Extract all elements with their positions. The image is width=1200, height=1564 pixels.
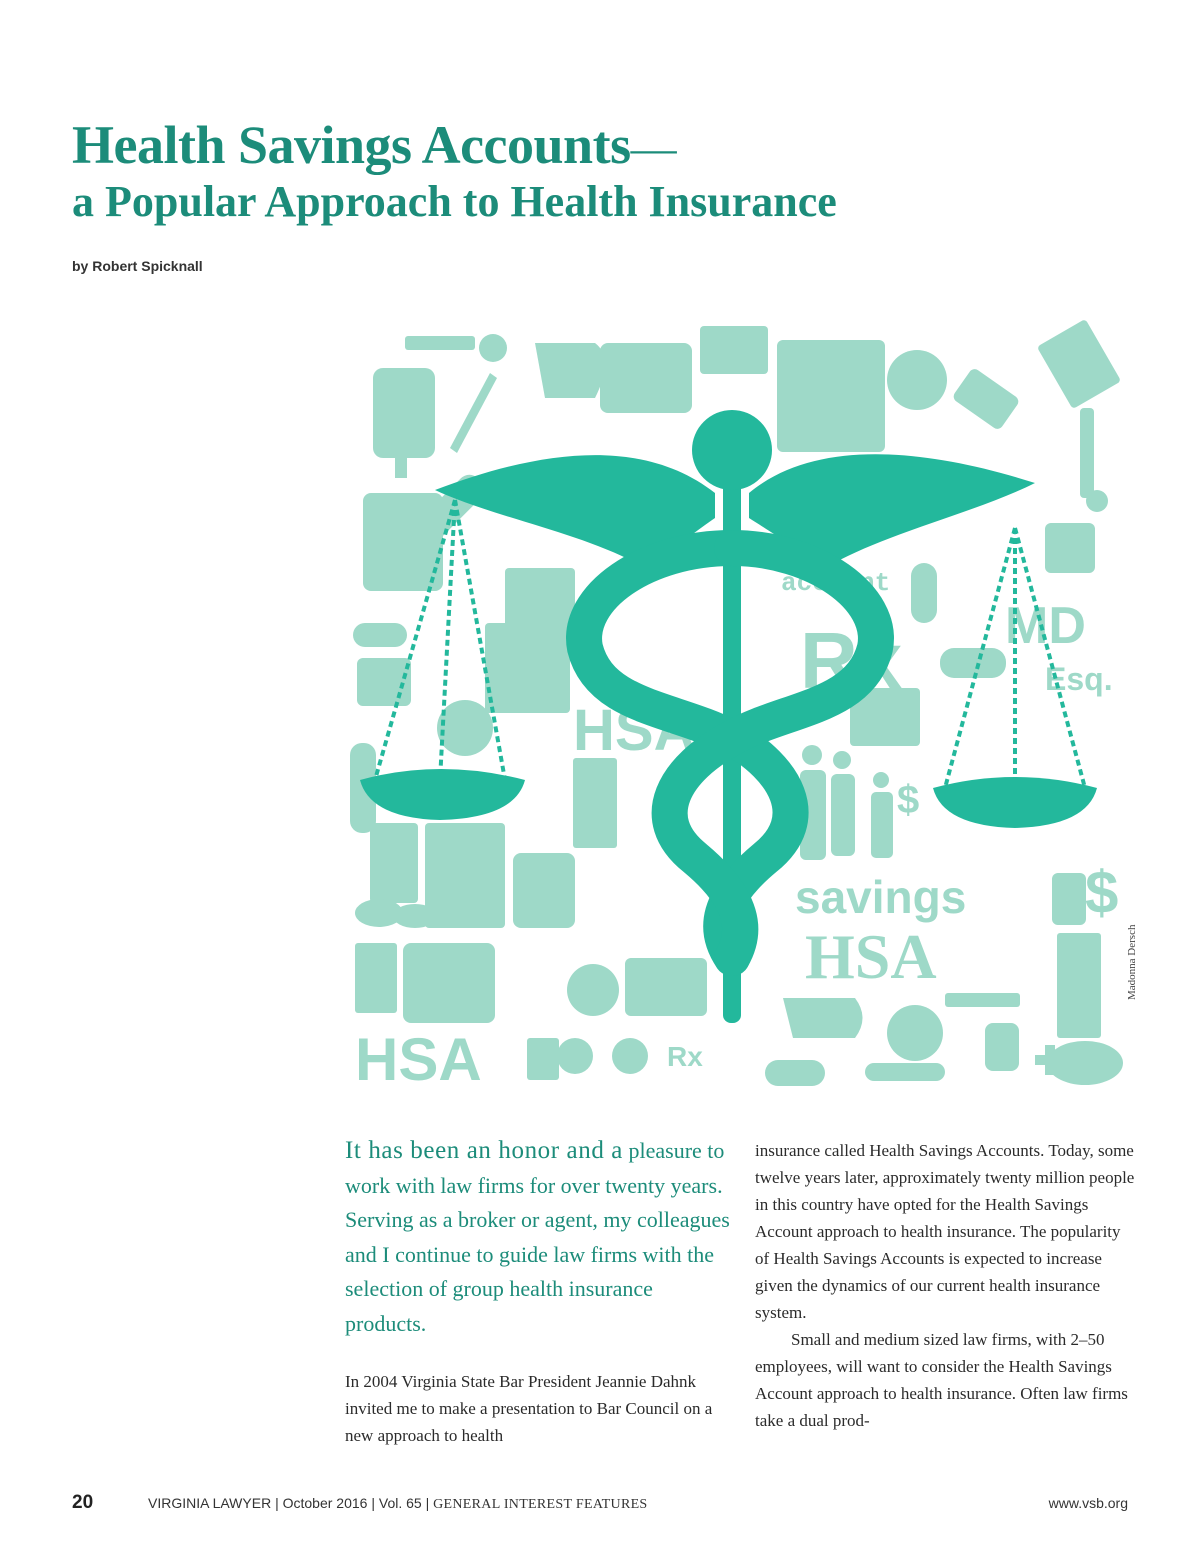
hsa-label-left: HSA xyxy=(355,1026,482,1088)
volume: Vol. 65 xyxy=(378,1495,422,1511)
rx-small-label: Rx xyxy=(667,1041,703,1072)
small-bottle-icon xyxy=(513,853,575,928)
lede-first-line: It has been an honor and a xyxy=(345,1137,624,1164)
dollar-label-2: $ xyxy=(1085,859,1119,926)
body-column-2-paragraph-2: Small and medium sized law firms, with 2–50 employees, will want to consider the Health Savings Account approach to health insurance. Often law firms take a dual prod- xyxy=(755,1330,1128,1430)
account-label: account xyxy=(781,568,891,598)
scale-pan-left xyxy=(360,769,525,820)
footer-separator: | xyxy=(371,1495,375,1511)
clipboard-icon xyxy=(1037,319,1121,409)
staff-knob xyxy=(692,410,772,490)
checklist-icon xyxy=(425,823,505,928)
lede-paragraph xyxy=(345,1134,730,1341)
publication-info xyxy=(148,1495,648,1513)
scale-pan-right xyxy=(933,777,1097,828)
hsa-label-large: HSA xyxy=(805,921,937,992)
wheelchair-icon xyxy=(437,700,493,756)
publication-name: VIRGINIA LAWYER xyxy=(148,1495,272,1511)
body-column-2 xyxy=(755,1137,1135,1434)
website-link[interactable]: www.vsb.org xyxy=(1048,1495,1128,1511)
byline: by Robert Spicknall xyxy=(72,258,203,274)
title-dash: — xyxy=(630,122,677,173)
hsa-label-mid: HSA xyxy=(573,698,696,763)
caduceus-scales-illustration xyxy=(345,318,1125,1088)
filing-cabinet-icon xyxy=(573,758,617,848)
ambulance-icon xyxy=(625,958,707,1016)
title-main-text: Health Savings Accounts xyxy=(72,115,631,175)
pointing-hand-icon xyxy=(535,343,605,398)
page-footer xyxy=(72,1492,1128,1516)
briefcase-icon xyxy=(600,343,692,413)
hand-icon xyxy=(783,998,863,1038)
body-column-1-paragraph: In 2004 Virginia State Bar President Jeannie Dahnk invited me to make a presentation to Bar Council on a new approach to health xyxy=(345,1372,713,1445)
stethoscope-icon xyxy=(479,334,507,362)
medical-kit-icon xyxy=(357,658,411,706)
glasses-icon xyxy=(557,1038,593,1074)
pill-pack-icon xyxy=(951,367,1020,431)
medicine-bottle-icon xyxy=(363,493,443,591)
lede-rest: pleasure to work with law firms for over twenty years. Serving as a broker or agent, my colleagues and I continue to guide law firms with the selection of group health insurance products. xyxy=(345,1138,730,1336)
pill-dispenser-icon xyxy=(370,823,418,903)
rx-label: Rx xyxy=(800,616,903,705)
document-icon xyxy=(485,623,570,713)
xray-icon xyxy=(777,340,885,452)
page-number: 20 xyxy=(72,1492,94,1513)
first-aid-icon xyxy=(1045,523,1095,573)
syringe-icon xyxy=(405,336,475,350)
bandage-icon xyxy=(353,623,407,647)
scissors-icon xyxy=(450,373,497,453)
footer-separator: | xyxy=(275,1495,279,1511)
crutch-icon xyxy=(1080,408,1094,498)
section-name: GENERAL INTEREST FEATURES xyxy=(433,1497,648,1512)
issue-date: October 2016 xyxy=(282,1495,368,1511)
title-line-2: a Popular Approach to Health Insurance xyxy=(72,177,837,226)
folder-icon xyxy=(505,568,575,628)
title-line-1 xyxy=(72,115,837,175)
article-title xyxy=(72,115,837,226)
iv-bag-icon xyxy=(373,368,435,458)
illustration-credit: Madonna Dersch xyxy=(1126,924,1138,1000)
safe-dial-icon xyxy=(887,350,947,410)
body-column-2-paragraph-1: insurance called Health Savings Accounts. Today, some twelve years later, approximately twenty million people in this country have opted for the Health Savings Account approach to health insurance. The popularity of Health Savings Accounts is expected to increase given the dynamics of our current health insurance system. xyxy=(755,1141,1135,1322)
savings-label: savings xyxy=(795,871,967,923)
footer-separator: | xyxy=(425,1495,430,1511)
esq-label: Esq. xyxy=(1045,661,1113,697)
capsule-icon xyxy=(911,563,937,623)
md-label: MD xyxy=(1005,597,1086,655)
dollar-label-1: $ xyxy=(897,778,920,822)
card-icon xyxy=(700,326,768,374)
family-icon xyxy=(802,745,822,765)
first-aid-kit-icon xyxy=(403,943,495,1023)
drop-icon xyxy=(1086,490,1108,512)
